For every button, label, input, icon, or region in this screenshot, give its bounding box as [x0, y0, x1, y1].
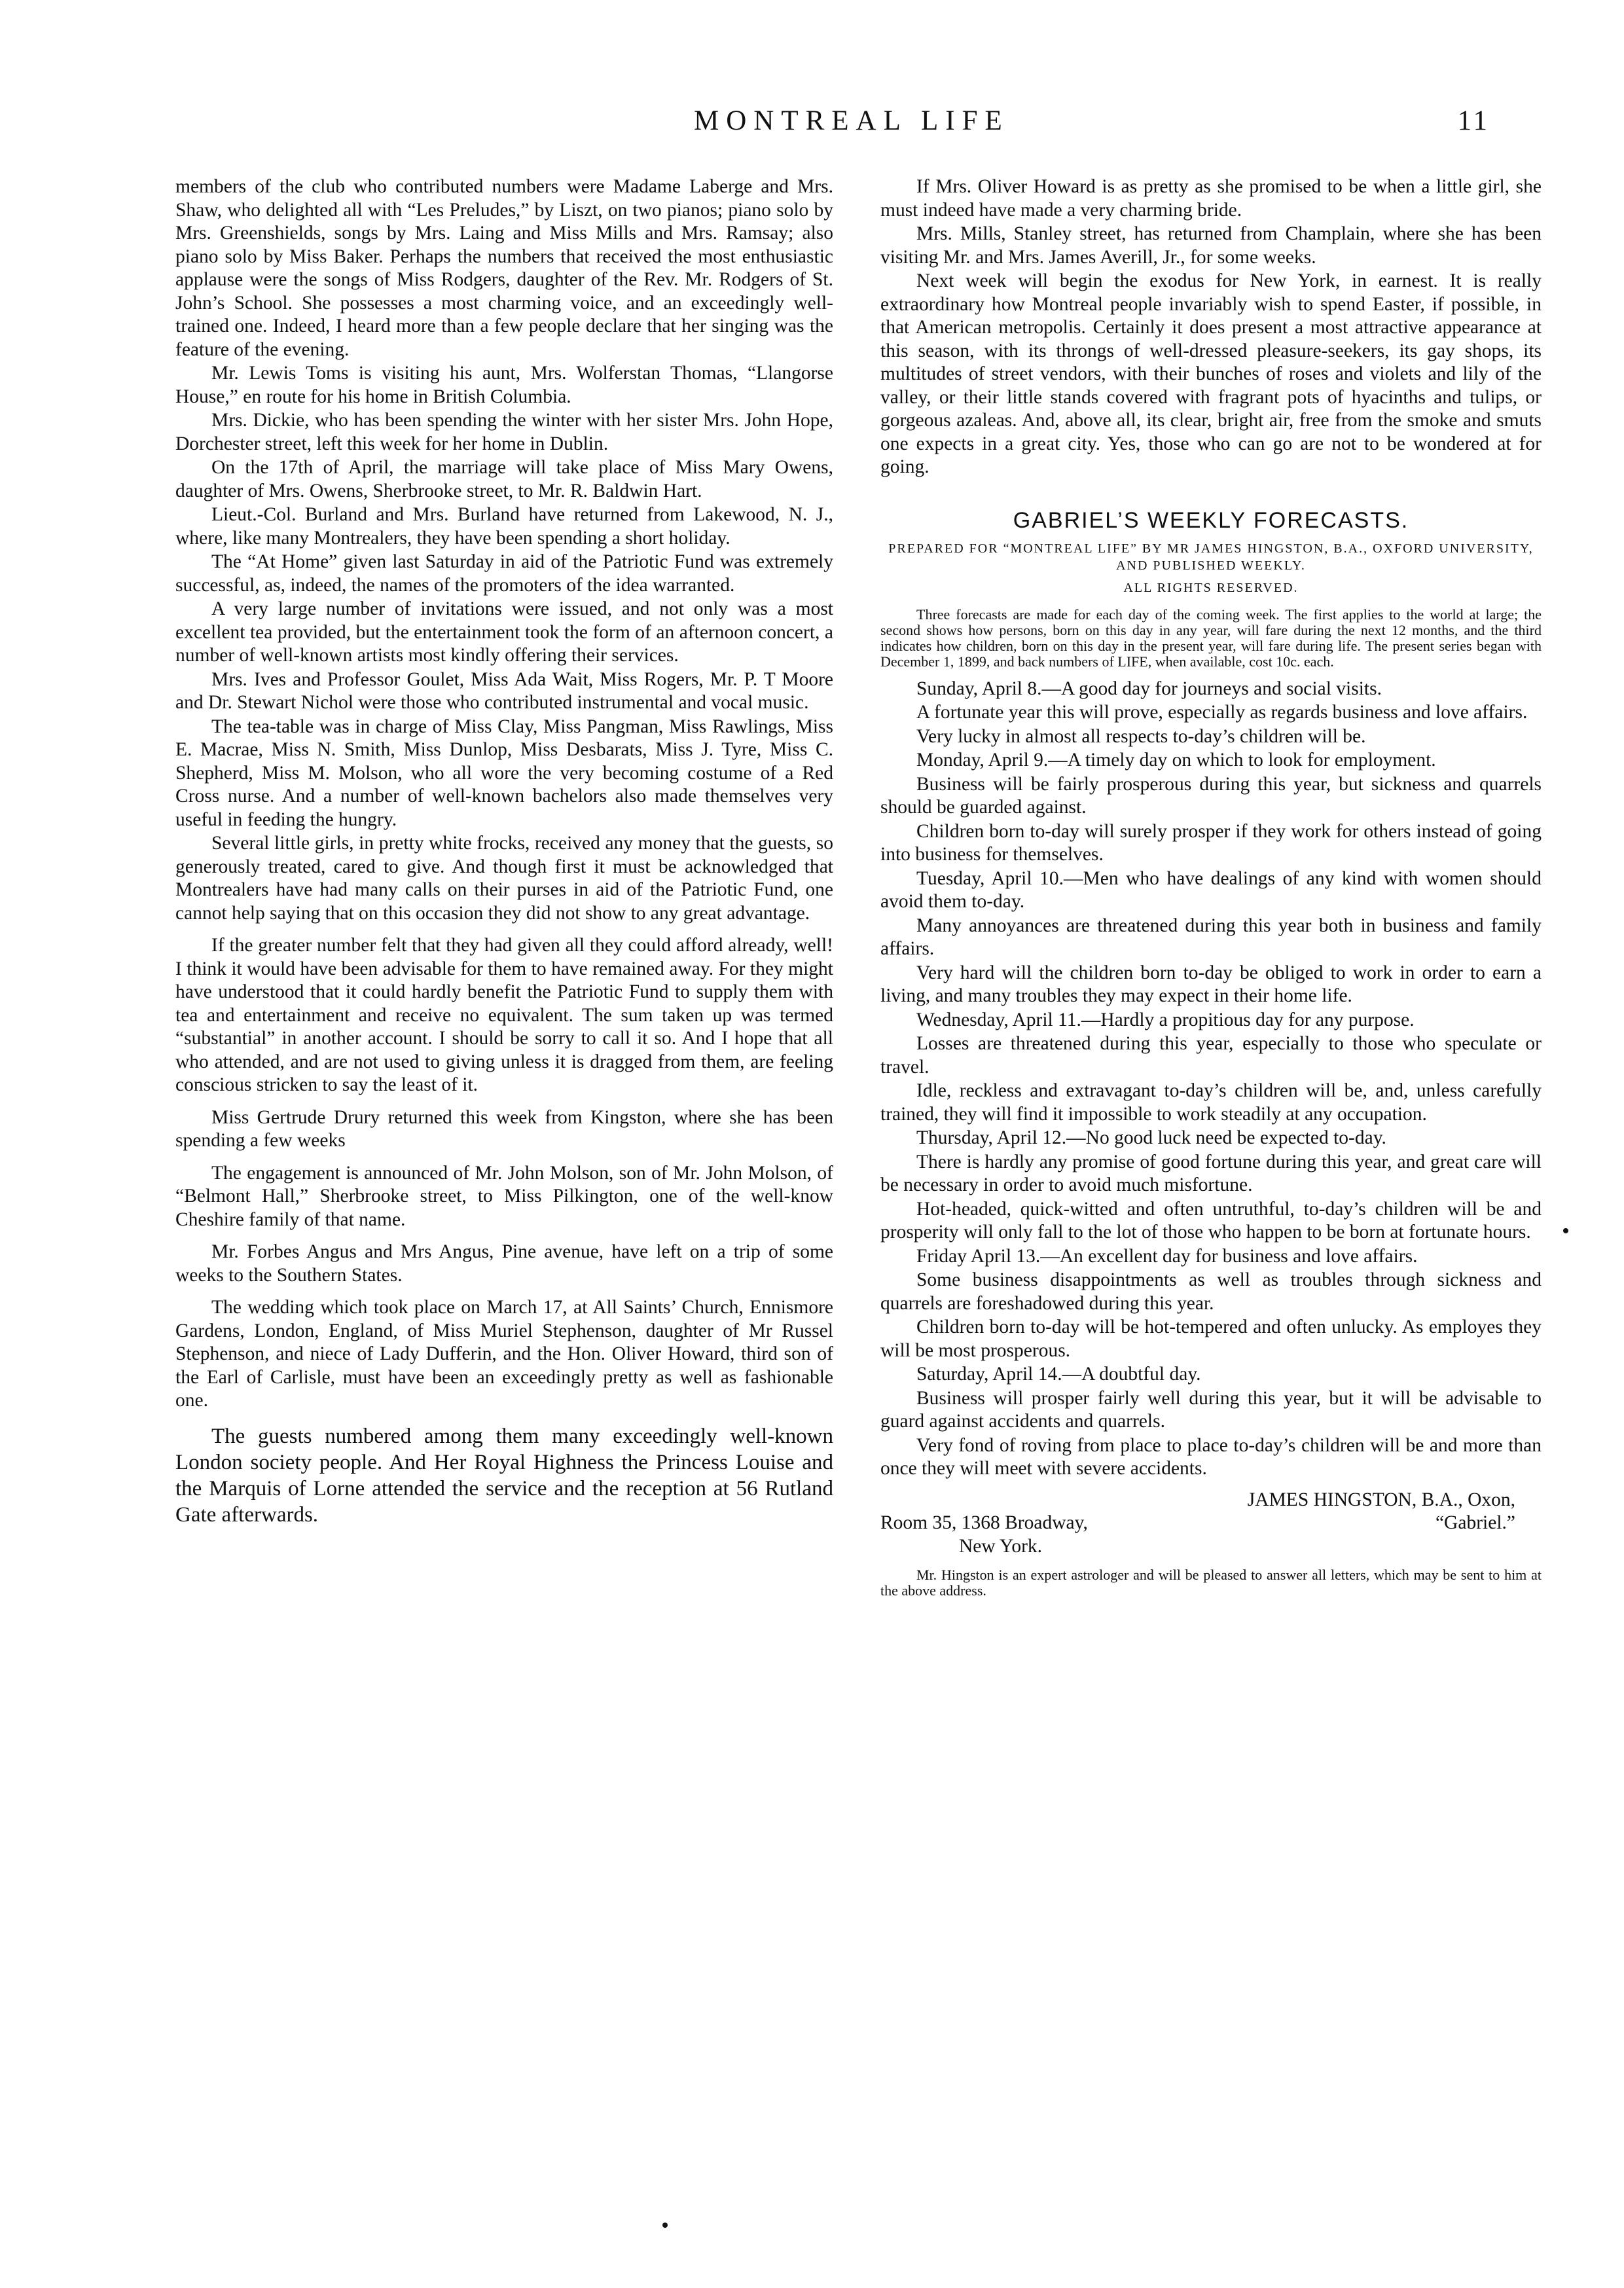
paragraph: members of the club who contributed numbers were Madame Laberge and Mrs. Shaw, who delighted all with “Les Preludes,” by Liszt, on two pianos; piano solo by Mrs. Greenshields, songs by Mrs. Laing and Miss Mills and Mrs. Ramsay; also piano solo by Miss Baker. Perhaps the numbers that received the most enthusiastic applause were the songs of Miss Rodgers, daughter of the Rev. Mr. Rodgers of St. John’s School. She possesses a most charming voice, and an exceedingly well-trained one. Indeed, I heard more than a few people declare that her singing was the feature of the evening. [175, 176, 833, 360]
signature-pseudonym: “Gabriel.” [1435, 1512, 1515, 1533]
forecast-entry: Children born to-day will surely prosper if they work for others instead of going into business for themselves. [880, 820, 1542, 865]
paragraph: A very large number of invitations were issued, and not only was a most excellent tea provided, but the entertainment took the form of an afternoon concert, a number of well-known artists most kindly offering their services. [175, 598, 833, 666]
forecast-entry: There is hardly any promise of good fortune during this year, and great care will be necessary in order to avoid much misfortune. [880, 1151, 1542, 1195]
forecast-entry: Monday, April 9.—A timely day on which to look for employment. [916, 750, 1436, 771]
left-column [175, 175, 833, 1529]
paragraph: Next week will begin the exodus for New York, in earnest. It is really extraordinary how Montreal people invariably wish to spend Easter, if possible, in that American metropolis. Certainly it does present a most attractive appearance at this season, with its throngs of well-dressed pleasure-seekers, its gay shops, its multitudes of street vendors, with their bunches of roses and violets and lily of the valley, or their little stands covered with fragrant pots of hyacinths and tulips, or gorgeous azaleas. And, above all, its clear, bright air, free from the smoke and smuts one expects in a great city. Yes, those who can go are not to be wondered at for going. [880, 270, 1542, 477]
paragraph: Several little girls, in pretty white frocks, received any money that the guests, so generously treated, cared to give. And though first it must be acknowledged that Montrealers have had many calls on their purses in aid of the Patriotic Fund, one cannot help saying that on this occasion they did not show to any great advantage. [175, 833, 833, 924]
forecast-entry: Very lucky in almost all respects to-day’s children will be. [916, 725, 1366, 747]
forecast-entry: Business will be fairly prosperous during this year, but sickness and quarrels should be guarded against. [880, 773, 1542, 818]
forecast-entry: Idle, reckless and extravagant to-day’s children will be, and, unless carefully trained, they will find it impossible to work steadily at any occupation. [880, 1080, 1542, 1125]
forecast-entry: Hot-headed, quick-witted and often untruthful, to-day’s children will be and prosperity will only fall to the lot of those who happen to be born at fortunate hours. [880, 1198, 1542, 1243]
forecast-title: GABRIEL’S WEEKLY FORECASTS. [1013, 507, 1409, 533]
paragraph: The “At Home” given last Saturday in aid of the Patriotic Fund was extremely successful, as, indeed, the names of the promoters of the idea warranted. [175, 551, 833, 596]
paragraph: Mrs. Mills, Stanley street, has returned from Champlain, where she has been visiting Mr. and Mrs. James Averill, Jr., for some weeks. [880, 223, 1542, 268]
forecast-entry: Very fond of roving from place to place to-day’s children will be and more than once they will meet with severe accidents. [880, 1434, 1542, 1479]
paragraph: Miss Gertrude Drury returned this week from Kingston, where she has been spending a few weeks [175, 1106, 833, 1151]
paragraph: Mrs. Dickie, who has been spending the winter with her sister Mrs. John Hope, Dorchester street, left this week for her home in Dublin. [175, 410, 833, 454]
forecast-note: Three forecasts are made for each day of the coming week. The first applies to the world at large; the second shows how persons, born on this day in any year, will fare during the next 12 months, and the third indicates how children, born on this day in the present year, will fare during life. The present series began with December 1, 1899, and back numbers of LIFE, when available, cost 10c. each. [880, 606, 1542, 670]
forecast-entry: Sunday, April 8.—A good day for journeys and social visits. [916, 678, 1382, 699]
footer-note: Mr. Hingston is an expert astrologer and will be pleased to answer all letters, which may be sent to him at the above address. [880, 1567, 1542, 1599]
paragraph: Lieut.-Col. Burland and Mrs. Burland have returned from Lakewood, N. J., where, like many Montrealers, they have been spending a short holiday. [175, 504, 833, 549]
forecast-entry: Very hard will the children born to-day be obliged to work in order to earn a living, and many troubles they may expect in their home life. [880, 962, 1542, 1006]
forecast-entry: Friday April 13.—An excellent day for business and love affairs. [916, 1245, 1418, 1267]
paragraph: Mr. Lewis Toms is visiting his aunt, Mrs. Wolferstan Thomas, “Llangorse House,” en route for his home in British Columbia. [175, 363, 833, 407]
paragraph: Mrs. Ives and Professor Goulet, Miss Ada Wait, Miss Rogers, Mr. P. T Moore and Dr. Stewart Nichol were those who contributed instrumental and vocal music. [175, 668, 833, 713]
signature-address-line [880, 1512, 1542, 1535]
paragraph: The wedding which took place on March 17, at All Saints’ Church, Ennismore Gardens, London, England, of Miss Muriel Stephenson, daughter of Mr Russel Stephenson, and niece of Lady Dufferin, and the Hon. Oliver Howard, third son of the Earl of Carlisle, must have been an exceedingly pretty as well as fashionable one. [175, 1297, 833, 1411]
forecast-entry: Many annoyances are threatened during this year both in business and family affairs. [880, 915, 1542, 959]
paragraph: If the greater number felt that they had given all they could afford already, well! I think it would have been advisable for them to have remained away. For they might have understood that it could hardly benefit the Patriotic Fund to supply them with tea and entertainment and receive no equivalent. The sum taken up was termed “substantial” in another account. I should be sorry to call it so. And I hope that all who attended, and are not used to giving unless it is dragged from them, are feeling conscious stricken to say the least of it. [175, 935, 833, 1095]
paragraph: On the 17th of April, the marriage will take place of Miss Mary Owens, daughter of Mrs. Owens, Sherbrooke street, to Mr. R. Baldwin Hart. [175, 457, 833, 501]
forecast-entry: Business will prosper fairly well during this year, but it will be advisable to guard against accidents and quarrels. [880, 1387, 1542, 1432]
forecast-entry: Some business disappointments as well as troubles through sickness and quarrels are foreshadowed during this year. [880, 1269, 1542, 1314]
forecast-entry: Saturday, April 14.—A doubtful day. [916, 1364, 1201, 1385]
signature-name: JAMES HINGSTON, B.A., Oxon, [1247, 1489, 1515, 1510]
page-number: 11 [1457, 105, 1490, 136]
running-head: MONTREAL LIFE [694, 105, 1009, 136]
signature-city: New York. [959, 1535, 1043, 1557]
paragraph: The tea-table was in charge of Miss Clay, Miss Pangman, Miss Rawlings, Miss E. Macrae, Miss N. Smith, Miss Dunlop, Miss Desbarats, Miss J. Tyre, Miss C. Shepherd, Miss M. Molson, who all wore the very becoming costume of a Red Cross nurse. And a number of well-known bachelors also made themselves very useful in feeding the hungry. [175, 716, 833, 830]
paragraph: The guests numbered among them many exceedingly well-known London society people. And Her Royal Highness the Princess Louise and the Marquis of Lorne attended the service and the reception at 56 Rutland Gate afterwards. [175, 1424, 833, 1527]
ink-speck [1563, 1228, 1568, 1233]
right-column [880, 175, 1542, 1599]
forecast-byline: PREPARED FOR “MONTREAL LIFE” BY MR JAMES HINGSTON, B.A., OXFORD UNIVERSITY, AND PUBLISHED WEEKLY. [888, 541, 1534, 573]
forecast-entry: Children born to-day will be hot-tempered and often unlucky. As employes they will be most prosperous. [880, 1317, 1542, 1361]
forecast-entry: Losses are threatened during this year, especially to those who speculate or travel. [880, 1033, 1542, 1078]
forecast-entry: Wednesday, April 11.—Hardly a propitious day for any purpose. [916, 1009, 1415, 1030]
forecast-entry: A fortunate year this will prove, especially as regards business and love affairs. [916, 702, 1528, 723]
paragraph: If Mrs. Oliver Howard is as pretty as she promised to be when a little girl, she must indeed have made a very charming bride. [880, 176, 1542, 221]
forecast-entry: Tuesday, April 10.—Men who have dealings of any kind with women should avoid them to-day. [880, 867, 1542, 912]
signature-address: Room 35, 1368 Broadway, [880, 1512, 1088, 1533]
ink-speck [662, 2223, 668, 2228]
forecast-rights: ALL RIGHTS RESERVED. [1123, 581, 1299, 595]
paragraph: The engagement is announced of Mr. John Molson, son of Mr. John Molson, of “Belmont Hall,” Sherbrooke street, to Miss Pilkington, one of the well-know Cheshire family of that name. [175, 1162, 833, 1230]
forecast-entry: Thursday, April 12.—No good luck need be expected to-day. [916, 1127, 1386, 1148]
forecast-entries [880, 678, 1542, 1481]
paragraph: Mr. Forbes Angus and Mrs Angus, Pine avenue, have left on a trip of some weeks to the Southern States. [175, 1241, 833, 1286]
